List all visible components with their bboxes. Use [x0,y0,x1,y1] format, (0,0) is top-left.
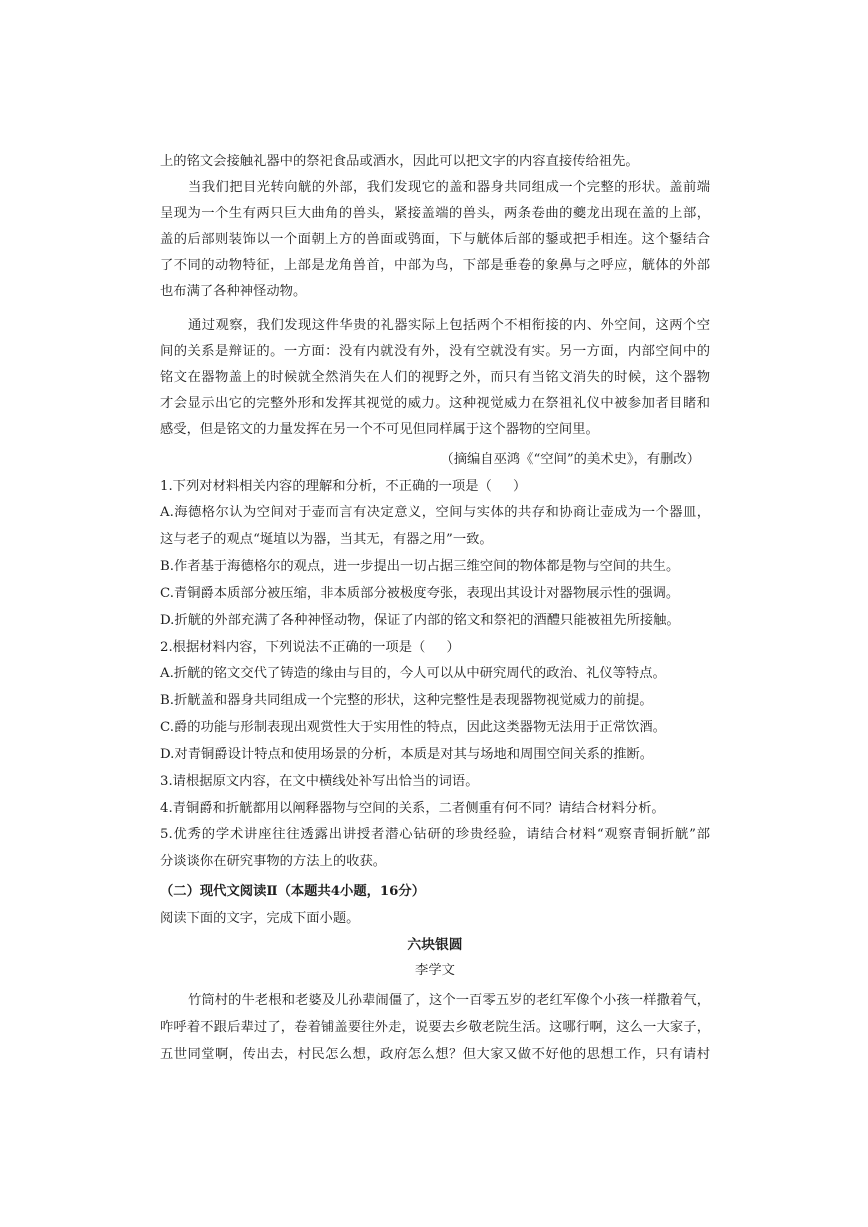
passage-line: 当我们把目光转向觥的外部，我们发现它的盖和器身共同组成一个完整的形状。盖前端 [188,180,710,195]
passage-paragraph-continued [160,149,710,175]
passage-line: 呈现为一个生有两只巨大曲角的兽头，紧接盖端的兽头，两条卷曲的夔龙出现在盖的上部， [160,206,710,221]
question-2-option-d: D.对青铜爵设计特点和使用场景的分析，本质是对其与场地和周围空间关系的推断。 [160,746,654,762]
story-author: 李学文 [415,963,455,978]
question-1-stem: 1.下列对材料相关内容的理解和分析，不正确的一项是（ ） [160,478,527,494]
question-2-option-c: C.爵的功能与形制表现出观赏性大于实用性的特点，因此这类器物无法用于正常饮酒。 [160,720,666,736]
passage-line: 上的铭文会接触礼器中的祭祀食品或酒水，因此可以把文字的内容直接传给祖先。 [160,154,639,169]
passage-line: 也布满了各种神怪动物。 [160,284,307,299]
passage-source: （摘编自巫鸿《“空间”的美术史》，有删改） [440,452,700,467]
passage-line: 间的关系是辩证的。一方面：没有内就没有外，没有空就没有实。另一方面，内部空间中的 [160,344,710,359]
passage-paragraph-2 [160,175,710,305]
question-4: 4.青铜爵和折觥都用以阐释器物与空间的关系，二者侧重有何不同？请结合材料分析。 [160,800,665,816]
story-line: 竹筒村的牛老根和老婆及儿孙辈闹僵了，这个一百零五岁的老红军像个小孩一样撒着气， [188,992,710,1008]
passage-line: 通过观察，我们发现这件华贵的礼器实际上包括两个不相衔接的内、外空间，这两个空 [188,318,710,333]
passage-line: 了不同的动物特征，上部是龙角兽首，中部为鸟，下部是垂卷的象鼻与之呼应，觥体的外部 [160,258,710,273]
questions-list [160,474,710,877]
story-line: 五世同堂啊，传出去，村民怎么想，政府怎么想？但大家又做不好他的思想工作，只有请村 [160,1046,710,1062]
passage-paragraph-3 [160,313,710,443]
question-1-option-d: D.折觥的外部充满了各种神怪动物，保证了内部的铭文和祭祀的酒醴只能被祖先所接触。 [160,612,680,628]
question-2-option-b: B.折觥盖和器身共同组成一个完整的形状，这种完整性是表现器物视觉威力的前提。 [160,693,653,709]
section-heading: （二）现代文阅读Ⅱ（本题共4小题，16分） [160,883,426,899]
question-5-continued: 分谈谈你在研究事物的方法上的收获。 [160,854,387,870]
passage-line: 才会显示出它的完整外形和发挥其视觉的威力。这种视觉威力在祭祖礼仪中被参加者目睹和 [160,396,710,411]
question-1-option-b: B.作者基于海德格尔的观点，进一步提出一切占据三维空间的物体都是物与空间的共生。 [160,559,680,575]
question-2-option-a: A.折觥的铭文交代了铸造的缘由与目的，今人可以从中研究周代的政治、礼仪等特点。 [160,666,666,682]
story-paragraph-1 [160,987,710,1068]
question-1-option-a-continued: 这与老子的观点“埏埴以为器，当其无，有器之用”一致。 [160,532,493,548]
section-header [160,878,710,932]
story-line: 咋呼着不跟后辈过了，卷着铺盖要往外走，说要去乡敬老院生活。这哪行啊，这么一大家子， [160,1019,710,1035]
passage-line: 铭文在器物盖上的时候就全然消失在人们的视野之外，而只有当铭文消失的时候，这个器物 [160,370,710,385]
question-3: 3.请根据原文内容，在文中横线处补写出恰当的词语。 [160,773,479,789]
question-1-option-c: C.青铜爵本质部分被压缩，非本质部分被极度夸张，表现出其设计对器物展示性的强调。 [160,585,680,601]
question-1-option-a: A.海德格尔认为空间对于壶而言有决定意义，空间与实体的共存和协商让壶成为一个器皿， [160,505,710,521]
passage-line: 盖的后部则装饰以一个面朝上方的兽面或鸮面，下与觥体后部的鋬或把手相连。这个鋬结合 [160,232,710,247]
story-title: 六块银圆 [407,937,463,953]
section-instruction: 阅读下面的文字，完成下面小题。 [160,910,360,926]
passage-line: 感受，但是铭文的力量发挥在另一个不可见但同样属于这个器物的空间里。 [160,422,599,437]
question-2-stem: 2.根据材料内容，下列说法不正确的一项是（ ） [160,639,460,655]
question-5: 5.优秀的学术讲座往往透露出讲授者潜心钻研的珍贵经验，请结合材料“观察青铜折觥”部 [160,827,710,843]
